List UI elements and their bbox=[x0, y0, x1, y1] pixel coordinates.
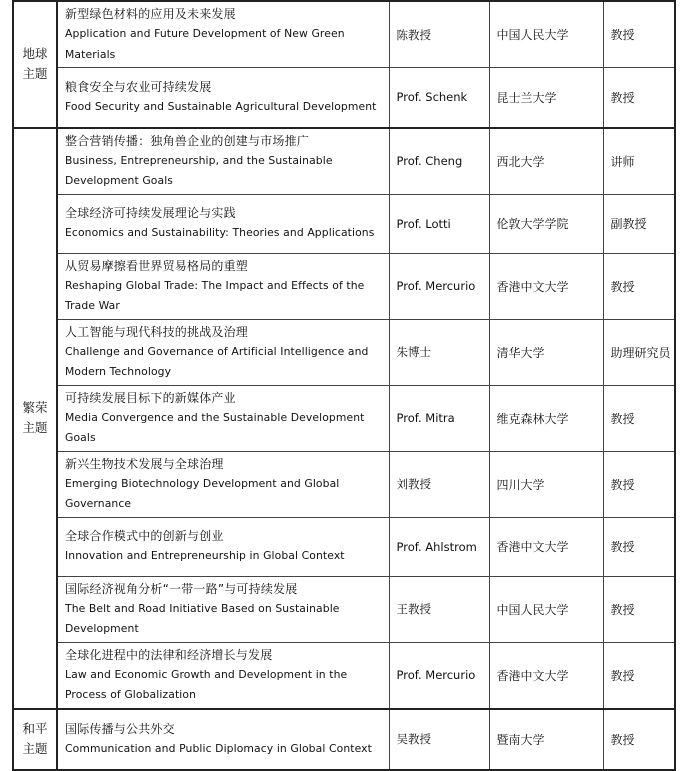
lecturer-name: Prof. Mercurio bbox=[389, 253, 489, 319]
table-row bbox=[13, 253, 675, 319]
course-title-zh: 人工智能与现代科技的挑战及治理 bbox=[65, 324, 249, 339]
lecturer-name: Prof. Mitra bbox=[389, 385, 489, 451]
school-name: 维克森林大学 bbox=[489, 385, 603, 451]
academic-rank: 教授 bbox=[603, 1, 675, 68]
course-title-zh: 全球合作模式中的创新与创业 bbox=[65, 529, 224, 544]
lecturer-name: 刘教授 bbox=[389, 451, 489, 517]
course-title-en: Communication and Public Diplomacy in Global Context bbox=[65, 741, 372, 755]
table-row bbox=[13, 517, 675, 576]
course-title-cell bbox=[57, 1, 389, 68]
lecturer-name: Prof. Ahlstrom bbox=[389, 517, 489, 576]
course-title-zh: 整合营销传播：独角兽企业的创建与市场推广 bbox=[65, 133, 310, 148]
school-name: 香港中文大学 bbox=[489, 517, 603, 576]
academic-rank: 副教授 bbox=[603, 194, 675, 253]
course-title-en: Challenge and Governance of Artificial Intelligence and Modern Technology bbox=[65, 344, 369, 378]
course-title-cell bbox=[57, 319, 389, 385]
course-title-zh: 全球经济可持续发展理论与实践 bbox=[65, 206, 236, 221]
school-name: 暨南大学 bbox=[489, 709, 603, 770]
course-title-en: Law and Economic Growth and Development in the Process of Globalization bbox=[65, 667, 348, 701]
academic-rank: 教授 bbox=[603, 253, 675, 319]
course-title-zh: 国际经济视角分析“一带一路”与可持续发展 bbox=[65, 581, 298, 596]
table-row bbox=[13, 385, 675, 451]
theme-label: 繁荣 主题 bbox=[13, 128, 57, 709]
course-title-en: The Belt and Road Initiative Based on Sustainable Development bbox=[65, 601, 340, 635]
course-title-cell bbox=[57, 128, 389, 195]
course-title-cell bbox=[57, 576, 389, 642]
course-title-zh: 从贸易摩擦看世界贸易格局的重塑 bbox=[65, 258, 249, 273]
academic-rank: 教授 bbox=[603, 451, 675, 517]
academic-rank: 教授 bbox=[603, 385, 675, 451]
course-title-en: Food Security and Sustainable Agricultural Development bbox=[65, 100, 377, 113]
school-name: 伦敦大学学院 bbox=[489, 194, 603, 253]
theme-label: 和平 主题 bbox=[13, 709, 57, 770]
school-name: 四川大学 bbox=[489, 451, 603, 517]
course-title-zh: 全球化进程中的法律和经济增长与发展 bbox=[65, 647, 273, 662]
lecturer-name: 陈教授 bbox=[389, 1, 489, 68]
school-name: 中国人民大学 bbox=[489, 1, 603, 68]
table-row bbox=[13, 709, 675, 770]
lecturer-name: 吴教授 bbox=[389, 709, 489, 770]
lecturer-name: 朱博士 bbox=[389, 319, 489, 385]
lecturer-name: Prof. Cheng bbox=[389, 128, 489, 195]
table-row bbox=[13, 451, 675, 517]
table-row bbox=[13, 576, 675, 642]
theme-label: 地球 主题 bbox=[13, 1, 57, 128]
course-title-zh: 可持续发展目标下的新媒体产业 bbox=[65, 390, 236, 405]
course-table bbox=[12, 0, 676, 771]
course-title-cell bbox=[57, 451, 389, 517]
course-title-cell bbox=[57, 253, 389, 319]
course-title-en: Media Convergence and the Sustainable Development Goals bbox=[65, 410, 365, 444]
lecturer-name: 王教授 bbox=[389, 576, 489, 642]
course-title-zh: 国际传播与公共外交 bbox=[65, 721, 175, 736]
course-title-cell bbox=[57, 517, 389, 576]
course-title-cell bbox=[57, 385, 389, 451]
course-title-en: Reshaping Global Trade: The Impact and Effects of the Trade War bbox=[65, 278, 365, 312]
table-row bbox=[13, 1, 675, 68]
table-row bbox=[13, 319, 675, 385]
academic-rank: 讲师 bbox=[603, 128, 675, 195]
course-title-en: Emerging Biotechnology Development and Global Governance bbox=[65, 476, 340, 510]
academic-rank: 教授 bbox=[603, 68, 675, 128]
course-title-cell bbox=[57, 68, 389, 128]
course-title-zh: 新型绿色材料的应用及未来发展 bbox=[65, 7, 236, 21]
lecturer-name: Prof. Schenk bbox=[389, 68, 489, 128]
course-title-en: Business, Entrepreneurship, and the Sustainable Development Goals bbox=[65, 153, 333, 187]
course-title-en: Economics and Sustainability: Theories and Applications bbox=[65, 226, 375, 240]
course-title-cell bbox=[57, 642, 389, 709]
lecturer-name: Prof. Mercurio bbox=[389, 642, 489, 709]
course-title-zh: 新兴生物技术发展与全球治理 bbox=[65, 456, 224, 471]
school-name: 香港中文大学 bbox=[489, 642, 603, 709]
table-row bbox=[13, 68, 675, 128]
school-name: 中国人民大学 bbox=[489, 576, 603, 642]
school-name: 西北大学 bbox=[489, 128, 603, 195]
table-body bbox=[13, 1, 675, 770]
school-name: 香港中文大学 bbox=[489, 253, 603, 319]
course-title-zh: 粮食安全与农业可持续发展 bbox=[65, 80, 212, 94]
school-name: 清华大学 bbox=[489, 319, 603, 385]
academic-rank: 教授 bbox=[603, 642, 675, 709]
course-title-cell bbox=[57, 709, 389, 770]
course-title-cell bbox=[57, 194, 389, 253]
table-row bbox=[13, 194, 675, 253]
academic-rank: 教授 bbox=[603, 576, 675, 642]
academic-rank: 助理研究员 bbox=[603, 319, 675, 385]
lecturer-name: Prof. Lotti bbox=[389, 194, 489, 253]
school-name: 昆士兰大学 bbox=[489, 68, 603, 128]
course-title-en: Innovation and Entrepreneurship in Global Context bbox=[65, 549, 345, 563]
academic-rank: 教授 bbox=[603, 517, 675, 576]
table-row bbox=[13, 642, 675, 709]
academic-rank: 教授 bbox=[603, 709, 675, 770]
course-title-en: Application and Future Development of New Green Materials bbox=[65, 27, 345, 61]
table-row bbox=[13, 128, 675, 195]
